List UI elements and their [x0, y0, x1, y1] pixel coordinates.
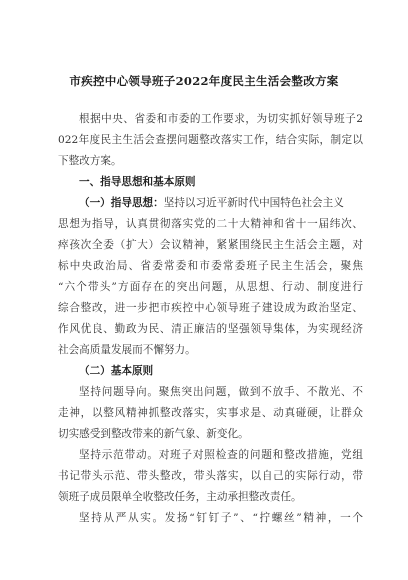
- guiding-thought-line-1: [79, 196, 363, 210]
- guiding-thought-line-4: 标中央政治局、省委常委和市委常委班子民主生活会，聚焦: [58, 260, 363, 272]
- intro-line-3: 下整改方案。: [58, 155, 122, 167]
- guiding-thought-line-7: 作风优良、勤政为民、清正廉洁的坚强领导集体，为实现经济: [58, 323, 363, 335]
- principle-1-line-2: 走神，以整风精神抓整改落实，实事求是、动真碰硬，让群众: [58, 407, 363, 419]
- document-title: 市疾控中心领导班子2022年度民主生活会整改方案: [69, 74, 339, 88]
- principle-3-line-1: 坚持从严从实。发扬“钉钉子”、“拧螺丝”精神，一个: [79, 512, 363, 524]
- principle-2-line-2: 书记带头示范、带头整改，带头落实，以自己的实际行动，带: [58, 470, 363, 482]
- guiding-thought-text: 坚持以习近平新时代中国特色社会主义: [163, 197, 344, 209]
- principle-2-line-3: 领班子成员限单全收整改任务，主动承担整改责任。: [58, 491, 302, 503]
- guiding-thought-line-6: 综合整改，进一步把市疾控中心领导班子建设成为政治坚定、: [58, 302, 363, 314]
- section-heading: 一、指导思想和基本原则: [79, 176, 196, 188]
- intro-line-2: 022年度民主生活会查摆问题整改落实工作，结合实际，制定以: [58, 134, 363, 146]
- guiding-thought-line-3: 瘁孩次全委（扩大）会议精神，紧紧围绕民主生活会主题，对: [58, 239, 363, 251]
- basic-principles-heading: （二）基本原则: [79, 365, 154, 377]
- intro-line-1: 根据中央、省委和市委的工作要求，为切实抓好领导班子2: [79, 113, 363, 125]
- principle-2-line-1: 坚持示范带动。对班子对照检查的问题和整改措施，党组: [79, 449, 363, 461]
- principle-1-line-3: 切实感受到整改带来的新气象、新变化。: [58, 428, 249, 440]
- guiding-thought-line-8: 社会高质量发展而不懈努力。: [58, 344, 196, 356]
- principle-1-line-1: 坚持问题导向。聚焦突出问题，做到不放手、不散光、不: [79, 386, 363, 398]
- guiding-thought-label: （一）指导思想：: [79, 197, 164, 209]
- guiding-thought-line-2: 思想为指导，认真贯彻落实党的二十大精神和省十一届纬次、: [58, 218, 363, 230]
- guiding-thought-line-5: “六个带头”方面存在的突出问题，从思想、行动、制度进行: [58, 281, 363, 293]
